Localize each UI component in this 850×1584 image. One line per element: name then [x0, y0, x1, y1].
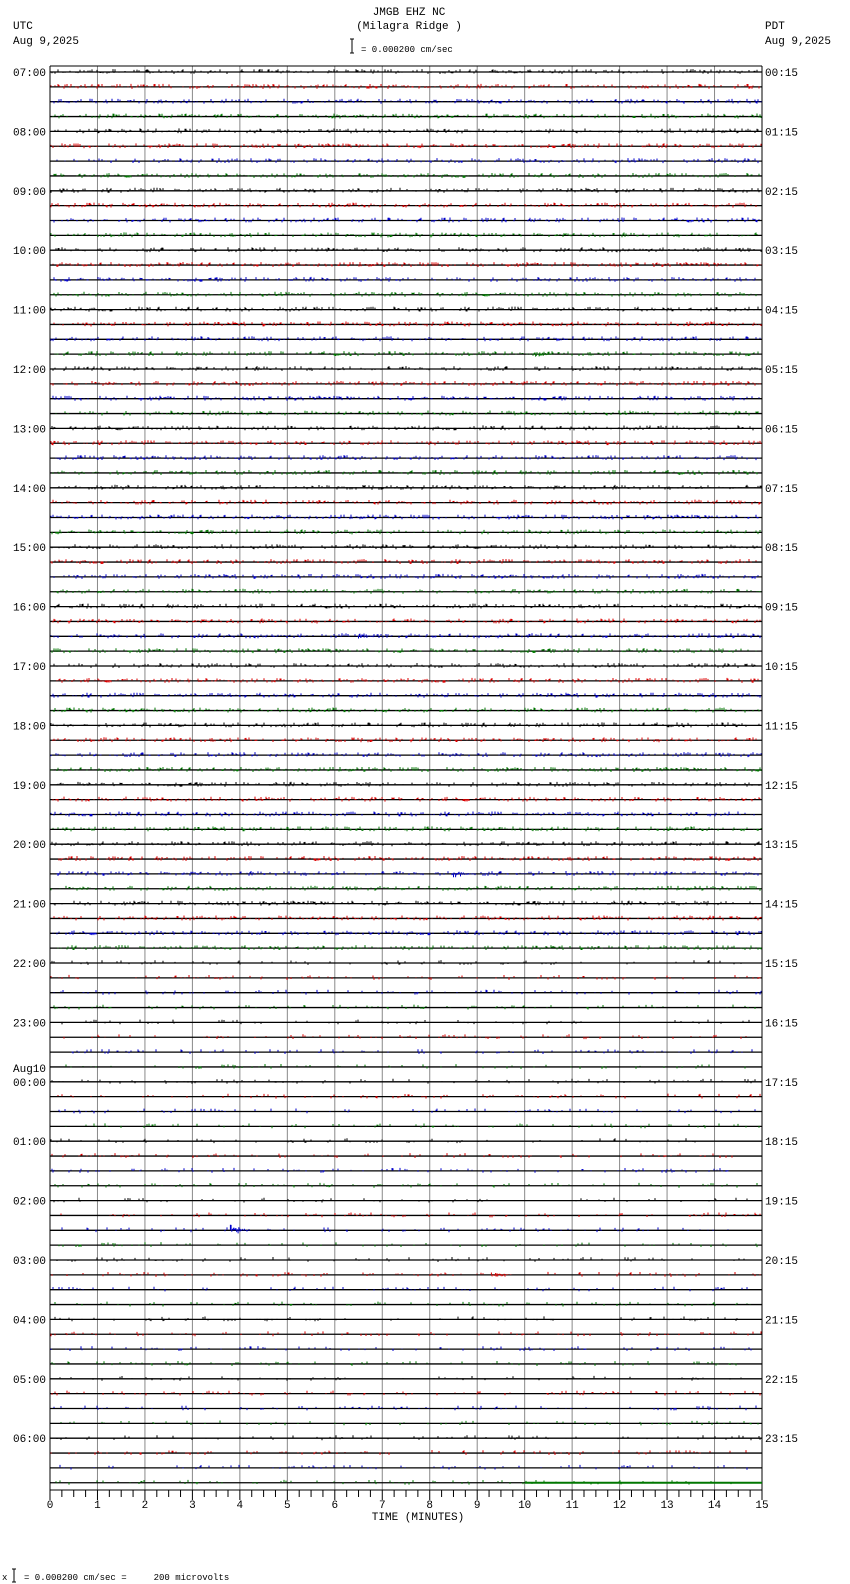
utc-hour-label: 19:00 — [13, 780, 47, 793]
utc-hour-label: 07:00 — [13, 68, 47, 80]
x-tick-label: 4 — [236, 1500, 244, 1512]
x-tick-label: 8 — [426, 1500, 434, 1512]
x-tick-label: 9 — [473, 1500, 481, 1512]
utc-hour-label: 08:00 — [13, 127, 47, 140]
scale-label: = 0.000200 cm/sec — [361, 45, 453, 55]
utc-hour-label: 05:00 — [13, 1374, 47, 1387]
pdt-hour-label: 13:15 — [765, 840, 799, 853]
trace-2 — [52, 99, 761, 104]
pdt-hour-label: 04:15 — [765, 305, 799, 318]
x-tick-label: 11 — [565, 1500, 579, 1512]
utc-hour-label: 03:00 — [13, 1256, 47, 1268]
x-tick-label: 13 — [660, 1500, 674, 1512]
station-title: JMGB EHZ NC — [372, 7, 446, 19]
x-tick-label: 5 — [284, 1500, 291, 1512]
utc-hour-label: 04:00 — [13, 1315, 47, 1328]
day-change-label: Aug10 — [13, 1063, 47, 1076]
x-tick-label: 12 — [612, 1500, 627, 1512]
utc-hour-label: 15:00 — [13, 543, 47, 556]
utc-hour-label: 21:00 — [13, 899, 47, 912]
utc-hour-label: 02:00 — [13, 1196, 47, 1209]
utc-hour-label: 16:00 — [13, 602, 47, 615]
utc-hour-label: 23:00 — [13, 1018, 47, 1031]
x-tick-label: 10 — [518, 1500, 532, 1512]
footer-mark: x — [2, 1573, 8, 1583]
pdt-hour-label: 23:15 — [765, 1434, 799, 1447]
pdt-hour-label: 21:15 — [765, 1315, 799, 1328]
left-date: Aug 9,2025 — [13, 36, 80, 48]
right-timezone: PDT — [765, 21, 785, 33]
pdt-hour-label: 19:15 — [765, 1196, 799, 1209]
pdt-hour-label: 22:15 — [765, 1374, 799, 1387]
utc-hour-label: 18:00 — [13, 721, 47, 734]
utc-hour-label: 20:00 — [13, 840, 47, 853]
x-tick-label: 2 — [141, 1500, 149, 1512]
trace-16 — [51, 307, 760, 312]
pdt-hour-label: 10:15 — [765, 662, 799, 674]
pdt-hour-label: 05:15 — [765, 365, 799, 377]
utc-hour-label: 13:00 — [13, 424, 47, 437]
scale-bar-icon — [350, 39, 354, 53]
pdt-hour-label: 02:15 — [765, 186, 799, 199]
utc-hour-label: 14:00 — [13, 483, 47, 496]
right-date: Aug 9,2025 — [765, 36, 832, 48]
utc-hour-label: 22:00 — [13, 959, 47, 971]
utc-hour-label: 09:00 — [13, 186, 47, 199]
pdt-hour-label: 08:15 — [765, 543, 799, 556]
pdt-hour-label: 18:15 — [765, 1137, 799, 1150]
pdt-hour-label: 00:15 — [765, 68, 799, 80]
trace-50 — [51, 812, 754, 817]
pdt-hour-label: 01:15 — [765, 127, 799, 140]
utc-hour-label: 06:00 — [13, 1434, 47, 1447]
x-tick-label: 6 — [331, 1500, 339, 1512]
utc-hour-label: 10:00 — [13, 246, 47, 259]
pdt-hour-label: 20:15 — [765, 1256, 799, 1268]
x-axis-label: TIME (MINUTES) — [371, 1512, 465, 1524]
station-name: (Milagra Ridge ) — [356, 21, 462, 33]
trace-78 — [62, 1225, 728, 1234]
pdt-hour-label: 07:15 — [765, 483, 799, 496]
utc-hour-label: 00:00 — [13, 1077, 47, 1090]
pdt-hour-label: 11:15 — [765, 721, 799, 734]
x-tick-label: 3 — [189, 1500, 196, 1512]
utc-hour-label: 17:00 — [13, 662, 47, 674]
pdt-hour-label: 12:15 — [765, 780, 799, 793]
trace-37 — [53, 618, 760, 623]
left-timezone: UTC — [13, 21, 33, 33]
utc-hour-label: 01:00 — [13, 1137, 47, 1150]
pdt-hour-label: 15:15 — [765, 959, 799, 971]
x-tick-label: 15 — [755, 1500, 769, 1512]
pdt-hour-label: 03:15 — [765, 246, 799, 259]
x-tick-label: 0 — [46, 1500, 54, 1512]
x-tick-label: 1 — [94, 1500, 101, 1512]
pdt-hour-label: 16:15 — [765, 1018, 799, 1031]
pdt-hour-label: 17:15 — [765, 1077, 799, 1090]
utc-hour-label: 12:00 — [13, 365, 47, 377]
x-tick-label: 7 — [378, 1500, 386, 1512]
utc-hour-label: 11:00 — [13, 305, 47, 318]
footer-scale-note: = 0.000200 cm/sec = 200 microvolts — [24, 1573, 230, 1583]
pdt-hour-label: 09:15 — [765, 602, 799, 615]
footer-scale-bar-icon — [12, 1569, 16, 1582]
pdt-hour-label: 06:15 — [765, 424, 799, 437]
x-tick-label: 14 — [707, 1500, 722, 1512]
pdt-hour-label: 14:15 — [765, 899, 799, 912]
